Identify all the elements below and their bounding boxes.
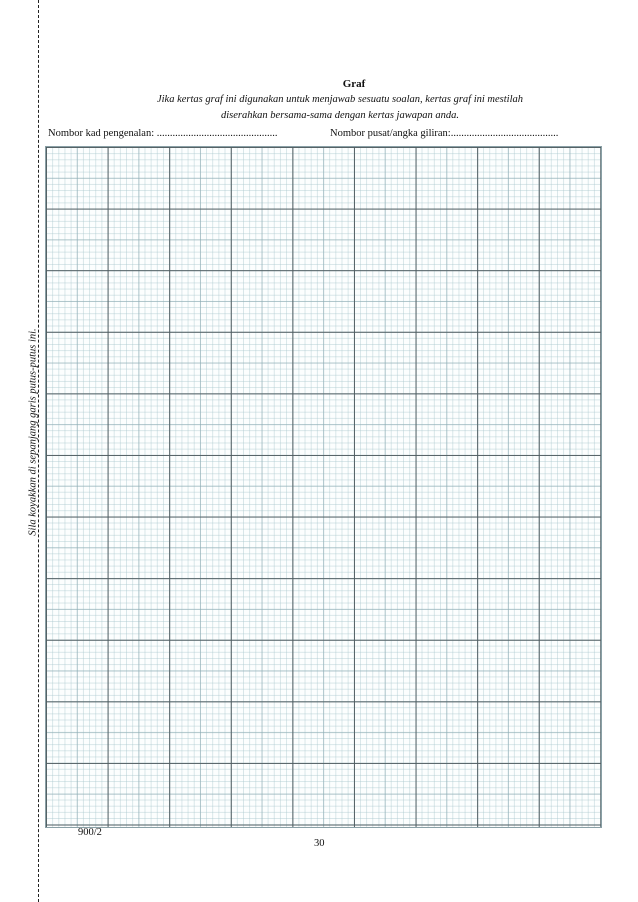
instruction-line-2: diserahkan bersama-sama dengan kertas jawapan anda. — [221, 110, 459, 121]
ic-number-field[interactable]: Nombor kad pengenalan: .............................................. — [48, 128, 278, 139]
paper-code: 900/2 — [78, 827, 102, 838]
centre-number-field[interactable]: Nombor pusat/angka giliran:......................................... — [330, 128, 559, 139]
instruction-line-1: Jika kertas graf ini digunakan untuk menjawab sesuatu soalan, kertas graf ini mestilah — [156, 94, 523, 105]
page-title: Graf — [342, 78, 366, 90]
tear-instruction: Sila koyakkan di sepanjang garis putus-putus ini. — [27, 328, 39, 536]
page-number: 30 — [314, 838, 325, 849]
graph-paper-grid[interactable] — [45, 146, 602, 828]
instruction-text — [100, 92, 580, 124]
